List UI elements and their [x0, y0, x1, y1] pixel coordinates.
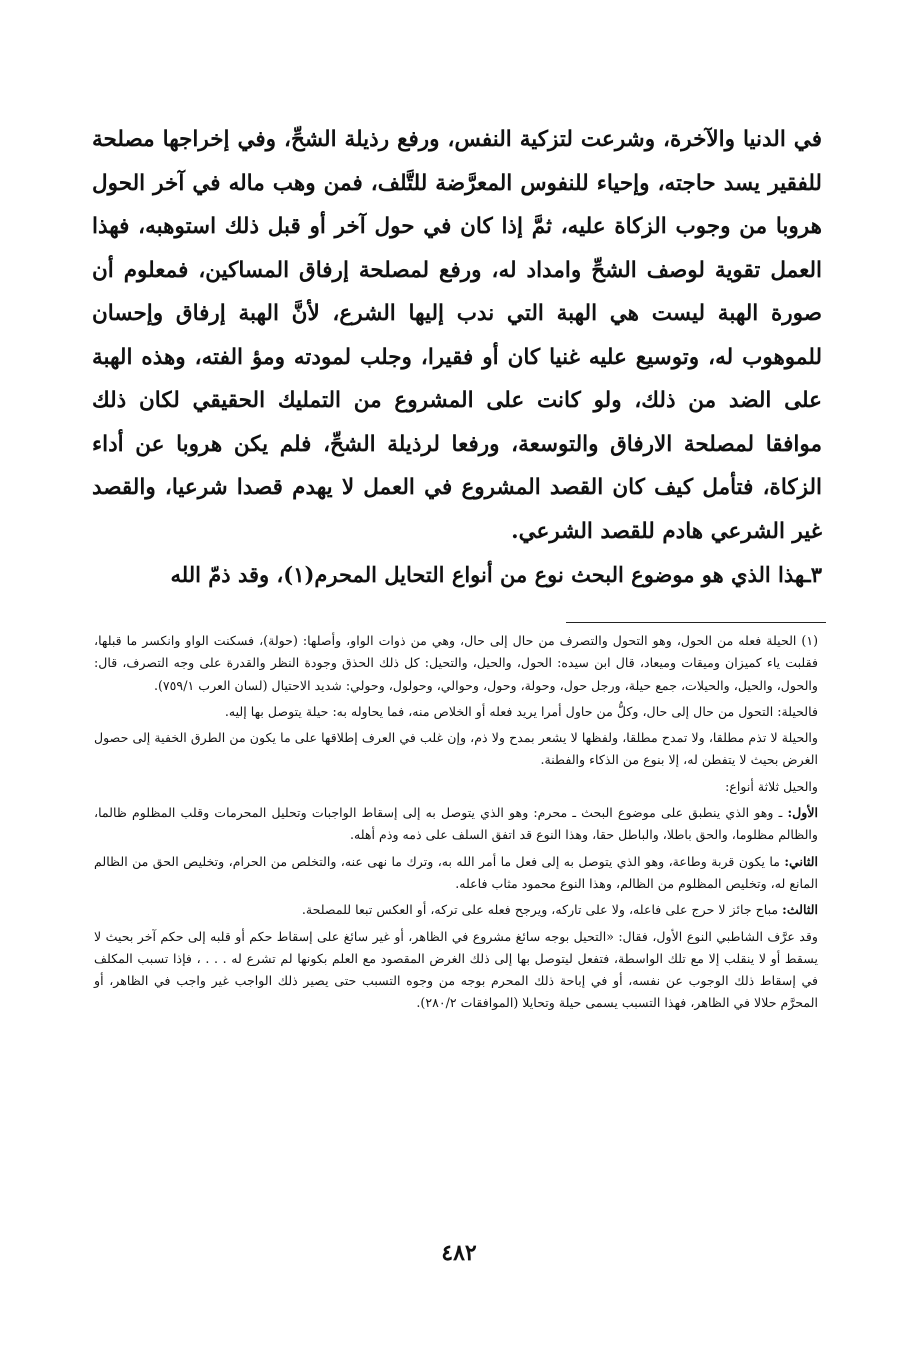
footnotes: [94, 630, 818, 1019]
footnote-paragraph: وقد عرَّف الشاطبي النوع الأول، فقال: «التحيل بوجه سائغ مشروع في الظاهر، أو غير سائغ على إسقاط حكم أو قلبه إلى حكم آخر بحيث لا يسقط أو لا ينقلب إلا مع تلك الواسطة، فتفعل ليتوصل بها إلى ذلك الغرض المقصود مع العلم بكونها لم تشرع له . . . ، فإذا تسبب المكلف في إسقاط ذلك الوجوب عن نفسه، أو في إباحة ذلك المحرم بوجه من وجوه التسبب حتى يصير ذلك الواجب غير واجب في الظاهر، أو المحرَّم حلالا في الظاهر، فهذا التسبب يسمى حيلة وتحايلا (الموافقات ٢٨٠/٢).: [94, 928, 818, 1011]
footnote-type-2: [94, 851, 818, 896]
main-text: [92, 118, 822, 597]
footnote-type-label: الأول:: [787, 805, 818, 821]
footnote-1: (١) الحيلة فعله من الحول، وهو التحول والتصرف من حال إلى حال، وهي من ذوات الواو، وأصلها: (حولة)، فسكنت الواو وانكسر ما قبلها، فقلبت ياء كميزان وميقات وميعاد، قال ابن سيده: الحول، والحيل، والتحيل: كل ذلك الحذق وجودة النظر والقدرة على وجه التصرف، قال: والحول، والحيل، والحيلات، جمع حيلة، ورجل حول، وحولة، وحول، وحوالي، وحولول، وحولي: شديد الاحتيال (لسان العرب ٧٥٩/١).: [94, 633, 818, 693]
footnote-type-label: الثالث:: [782, 902, 818, 918]
footnote-type-text: مباح جائز لا حرج على فاعله، ولا على تاركه، ويرجح فعله على تركه، أو العكس تبعا للمصلحة.: [301, 902, 783, 918]
footnote-type-3: [94, 899, 818, 921]
footnote-separator: [566, 622, 826, 623]
footnote-paragraph: والحيلة لا تذم مطلقا، ولا تمدح مطلقا، ولفظها لا يشعر بمدح ولا ذم، وإن غلب في العرف إطلاقها على ما يكون من الطرق الخفية إلى حصول الغرض بحيث لا يتفطن له، إلا بنوع من الذكاء والفطنة.: [94, 730, 818, 768]
footnote-type-label: الثاني:: [784, 853, 818, 869]
main-paragraph: في الدنيا والآخرة، وشرعت لتزكية النفس، ورفع رذيلة الشحِّ، وفي إخراجها مصلحة للفقير يسد حاجته، وإحياء للنفوس المعرَّضة للتَّلف، فمن وهب ماله في آخر الحول هروبا من وجوب الزكاة عليه، ثمَّ إذا كان في حول آخر أو قبل ذلك استوهبه، فهذا العمل تقوية لوصف الشحِّ وامداد له، ورفع لمصلحة إرفاق المساكين، فمعلوم أن صورة الهبة ليست هي الهبة التي ندب إليها الشرع، لأنَّ الهبة إرفاق وإحسان للموهوب له، وتوسيع عليه غنيا كان أو فقيرا، وجلب لمودته ومؤ الفته، وهذه الهبة على الضد من ذلك، ولو كانت على المشروع من التمليك الحقيقي لكان ذلك موافقا لمصلحة الارفاق والتوسعة، ورفعا لرذيلة الشحِّ، فلم يكن هروبا عن أداء الزكاة، فتأمل كيف كان القصد المشروع في العمل لا يهدم قصدا شرعيا، والقصد غير الشرعي هادم للقصد الشرعي.: [92, 127, 822, 544]
footnote-type-1: [94, 802, 818, 847]
footnote-type-text: ـ وهو الذي ينطبق على موضوع البحث ـ محرم: وهو الذي يتوصل به إلى إسقاط الواجبات وتحليل المحرمات وقلب المظلوم ظالما، والظالم مظلوما، والحق باطلا، والباطل حقا، وهذا النوع قد اتفق السلف على ذمه وذم أهله.: [94, 805, 818, 843]
page-number: ٤٨٢: [441, 1240, 477, 1266]
main-paragraph-point-3: ٣ـهذا الذي هو موضوع البحث نوع من أنواع التحايل المحرم(١)، وقد ذمّ الله: [170, 562, 822, 587]
footnote-type-text: ما يكون قربة وطاعة، وهو الذي يتوصل به إلى فعل ما أمر الله به، وترك ما نهى عنه، والتخلص من الحرام، وتخليص الحق من الظالم المانع له، وتخليص المظلوم من الظالم، وهذا النوع محمود مثاب فاعله.: [94, 853, 818, 891]
footnote-paragraph: فالحيلة: التحول من حال إلى حال، وكلُّ من حاول أمرا يريد فعله أو الخلاص منه، فما يحاوله به: حيلة يتوصل بها إليه.: [224, 703, 818, 719]
footnote-paragraph: والحيل ثلاثة أنواع:: [725, 778, 818, 794]
